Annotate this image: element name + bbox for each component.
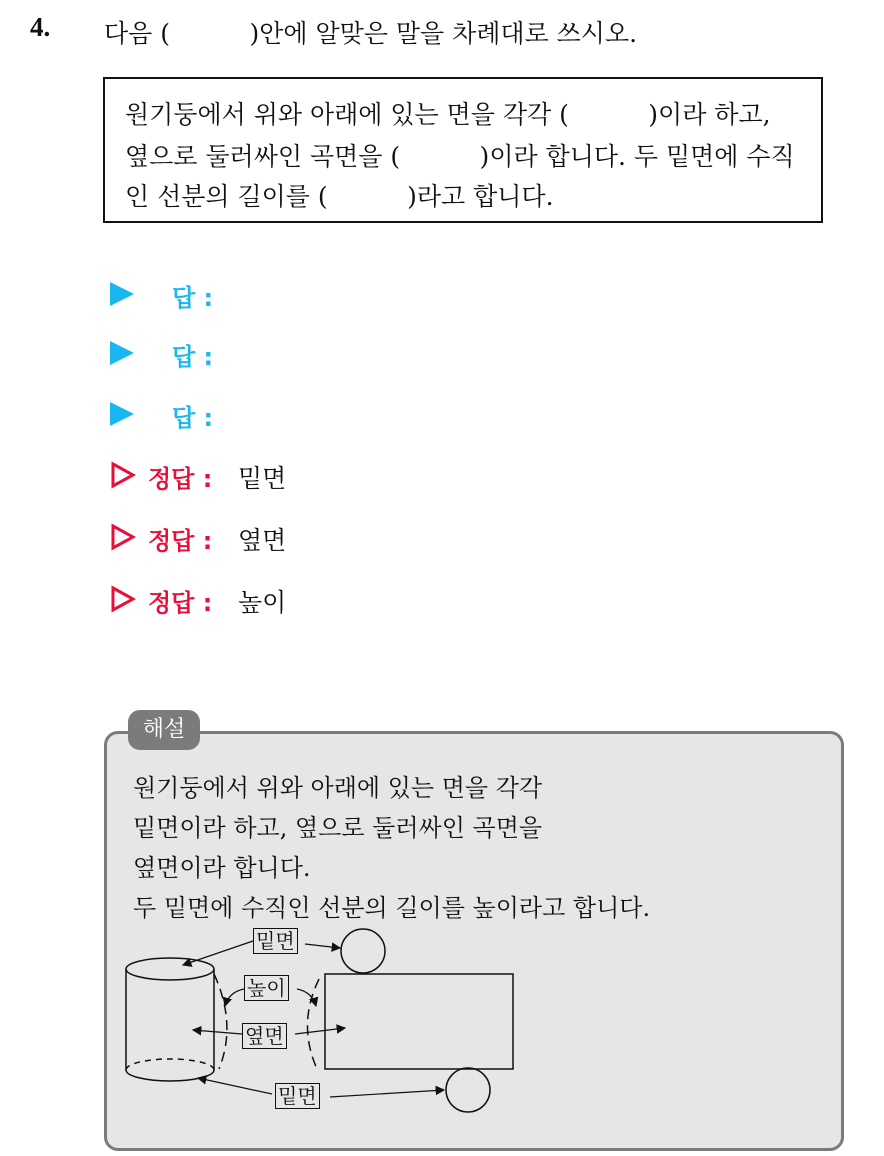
cylinder-shape [126,958,214,1081]
outline-triangle-icon [110,523,136,551]
question-prompt: 다음 ( )안에 알맞은 말을 차례대로 쓰시오. [104,19,638,48]
answer-label: 답 : [172,343,214,371]
answer-key-label: 정답 : [148,589,213,617]
answer-row-1[interactable] [110,276,214,312]
answer-key-value: 높이 [238,588,287,617]
play-arrow-icon [110,282,134,306]
diagram-label-lateral: 옆면 [242,1023,287,1049]
question-box-line-3: 인 선분의 길이를 ( )라고 합니다. [125,182,554,211]
play-arrow-icon [110,402,134,426]
answer-row-3[interactable] [110,396,214,432]
question-box-line-2: 옆으로 둘러싸인 곡면을 ( )이라 합니다. 두 밑면에 수직 [125,142,795,171]
answer-key-value: 옆면 [238,526,287,555]
question-box [103,77,823,223]
diagram-label-bottom-base: 밑면 [275,1083,320,1109]
explanation-tab: 해설 [128,710,200,750]
question-box-line-1: 원기둥에서 위와 아래에 있는 면을 각각 ( )이라 하고, [125,100,771,129]
diagram-label-height: 높이 [244,975,289,1001]
outline-triangle-icon [110,461,136,489]
answer-label: 답 : [172,284,214,312]
answer-key-label: 정답 : [148,527,213,555]
diagram-label-top-base: 밑면 [253,928,298,954]
explanation-box [104,731,844,1151]
play-arrow-icon [110,341,134,365]
answer-label: 답 : [172,404,214,432]
answer-row-2[interactable] [110,335,214,371]
cylinder-net-diagram [107,734,841,1148]
question-number: 4. [30,12,51,42]
explanation-line-3: 옆면이라 합니다. [133,854,311,882]
lateral-rectangle [325,974,513,1069]
answer-key-label: 정답 : [148,465,213,493]
explanation-line-4: 두 밑면에 수직인 선분의 길이를 높이라고 합니다. [133,894,651,922]
answer-key-value: 밑면 [238,464,287,493]
explanation-line-1: 원기둥에서 위와 아래에 있는 면을 각각 [133,774,543,802]
explanation-line-2: 밑면이라 하고, 옆으로 둘러싸인 곡면을 [133,814,543,842]
outline-triangle-icon [110,585,136,613]
top-base-circle [341,929,385,973]
bottom-base-circle [446,1068,490,1112]
